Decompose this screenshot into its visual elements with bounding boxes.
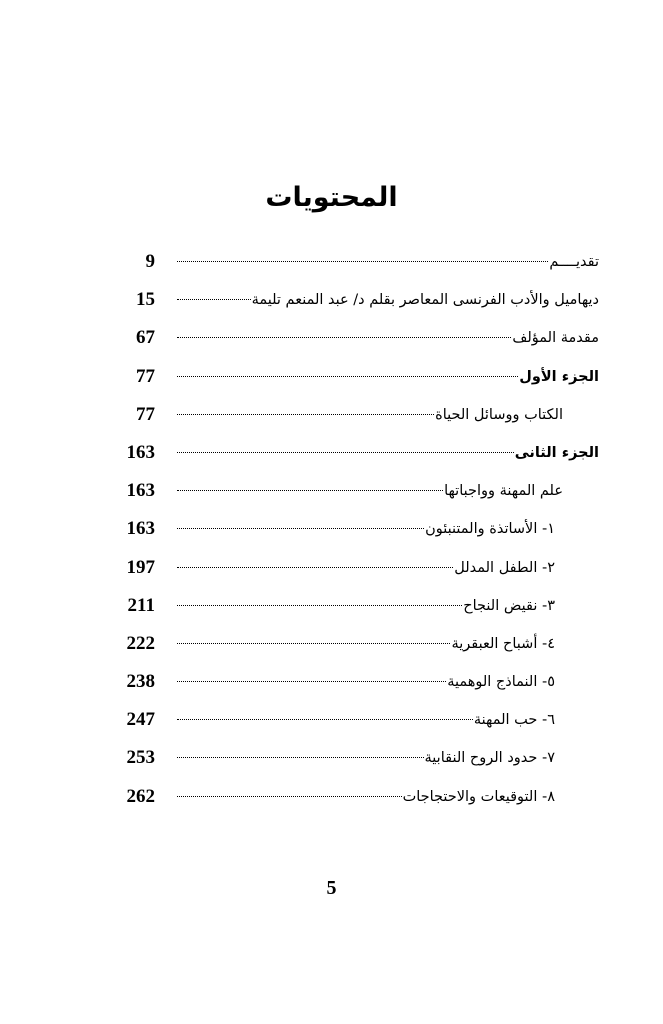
toc-page-number: 9	[145, 251, 155, 272]
dot-leader	[177, 757, 424, 758]
toc-entry-line	[176, 324, 599, 352]
dot-leader	[177, 414, 434, 415]
toc-page-number: 253	[126, 747, 155, 769]
toc-entry	[0, 435, 663, 473]
toc-entry-label: ٦- حب المهنة	[473, 712, 555, 729]
dot-leader	[177, 681, 446, 682]
page-title: المحتويات	[265, 182, 398, 214]
toc-entry-line	[176, 668, 555, 696]
toc-entry	[0, 779, 663, 817]
dot-leader	[177, 643, 450, 644]
dot-leader	[177, 452, 514, 453]
toc-entry	[0, 626, 663, 664]
dot-leader	[177, 719, 473, 720]
toc-entry	[0, 473, 663, 511]
toc-entry-label: ٤- أشباح العبقرية	[451, 635, 555, 652]
toc-entry-label: ٢- الطفل المدلل	[454, 559, 555, 576]
toc-entry	[0, 702, 663, 740]
toc-entry-line	[176, 515, 555, 543]
toc-entry-line	[176, 363, 599, 391]
toc-entry-label: تقديــــم	[549, 254, 599, 270]
toc-page-number: 163	[126, 480, 155, 502]
toc-entry	[0, 244, 663, 282]
toc-entry	[0, 740, 663, 778]
toc-page-number: 197	[126, 556, 155, 578]
toc-entry-line	[176, 783, 555, 811]
dot-leader	[177, 299, 251, 300]
toc-entry-label: ٣- نقيض النجاح	[463, 597, 555, 614]
dot-leader	[177, 605, 462, 606]
toc-page-number: 163	[126, 518, 155, 540]
toc-entry-line	[176, 744, 555, 772]
table-of-contents	[0, 244, 663, 817]
toc-entry	[0, 550, 663, 588]
toc-entry-line	[176, 706, 555, 734]
toc-entry-label: مقدمة المؤلف	[512, 330, 599, 347]
dot-leader	[177, 261, 548, 262]
toc-entry-label: ٥- النماذج الوهمية	[447, 674, 555, 691]
toc-page-number: 247	[126, 709, 155, 731]
dot-leader	[177, 796, 402, 797]
toc-entry-line	[176, 630, 555, 658]
toc-entry-line	[176, 286, 599, 314]
toc-entry-line	[176, 554, 555, 582]
dot-leader	[177, 376, 518, 377]
toc-page-number: 211	[127, 594, 155, 616]
toc-entry-line	[176, 401, 563, 429]
toc-entry	[0, 664, 663, 702]
toc-page-number: 77	[136, 365, 155, 387]
page-number: 5	[326, 877, 337, 899]
toc-page-number: 238	[126, 671, 155, 693]
toc-page-number: 222	[126, 632, 155, 654]
toc-entry	[0, 511, 663, 549]
toc-entry-label: ديهاميل والأدب الفرنسى المعاصر بقلم د/ عبد المنعم تليمة	[251, 292, 599, 309]
toc-page-number: 15	[136, 289, 155, 311]
dot-leader	[177, 337, 511, 338]
toc-page-number: 163	[126, 441, 155, 463]
toc-entry-line	[176, 477, 563, 505]
toc-entry-line	[176, 592, 555, 620]
toc-entry-line	[176, 439, 599, 467]
toc-page-number: 262	[126, 785, 155, 807]
toc-entry-label: ٨- التوقيعات والاحتجاجات	[402, 788, 555, 805]
toc-page-number: 67	[136, 327, 155, 349]
toc-entry-line	[176, 248, 599, 276]
toc-entry-label: ١- الأساتذة والمتنبئون	[425, 521, 555, 538]
toc-entry	[0, 588, 663, 626]
toc-section-heading: الجزء الثانى	[514, 444, 599, 461]
toc-section-heading: الجزء الأول	[519, 368, 599, 385]
toc-entry	[0, 397, 663, 435]
dot-leader	[177, 490, 443, 491]
toc-entry-label: الكتاب ووسائل الحياة	[435, 406, 563, 423]
toc-entry	[0, 282, 663, 320]
toc-entry-label: علم المهنة وواجباتها	[444, 483, 563, 500]
toc-entry-label: ٧- حدود الروح النقابية	[424, 750, 555, 767]
dot-leader	[177, 528, 424, 529]
toc-entry	[0, 320, 663, 358]
toc-page-number: 77	[136, 403, 155, 425]
toc-entry	[0, 359, 663, 397]
dot-leader	[177, 567, 453, 568]
